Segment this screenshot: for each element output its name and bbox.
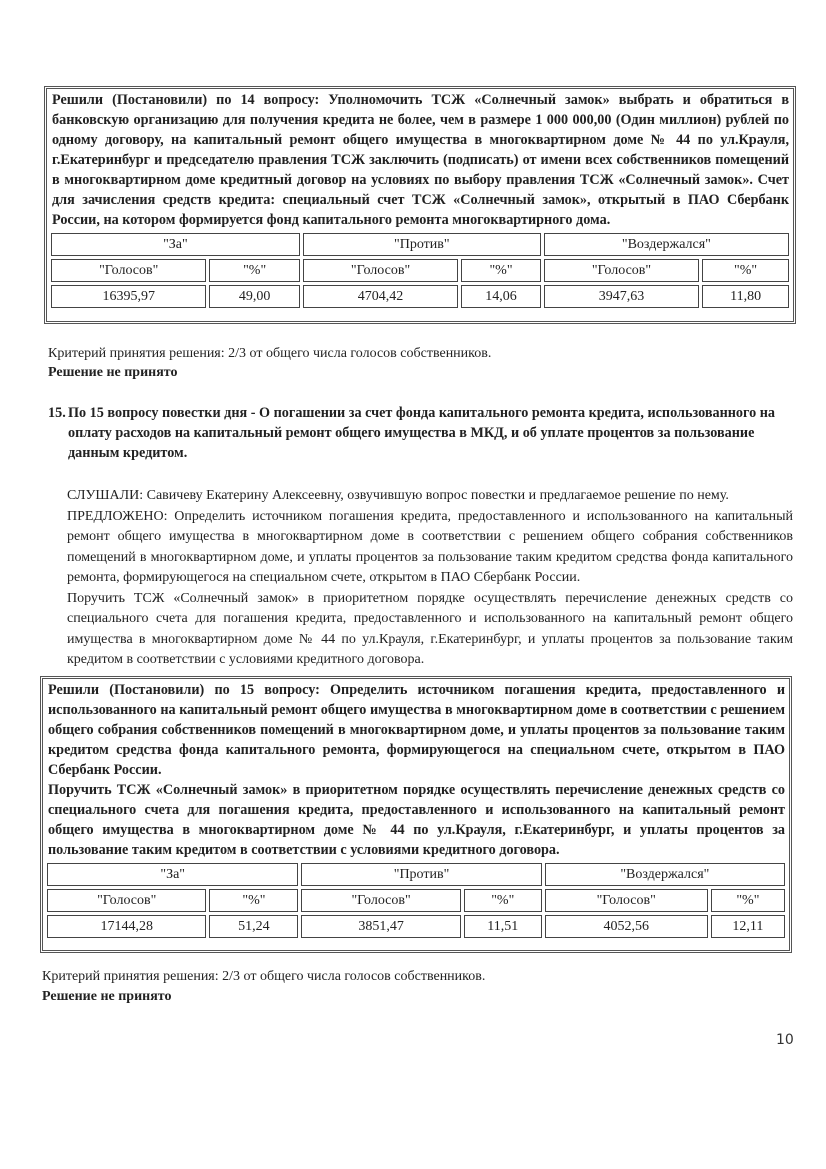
subheader-percent: "%" [711, 889, 785, 912]
heard-paragraph: СЛУШАЛИ: Савичеву Екатерину Алексеевну, озвучившую вопрос повестки и предлагаемое решение по нему. [67, 488, 729, 503]
subheader-percent: "%" [461, 259, 541, 282]
vote-values-row [47, 915, 785, 938]
decision-15-verdict: Решение не принято [42, 989, 172, 1004]
vote-table-14 [48, 230, 792, 311]
subheader-votes: "Голосов" [544, 259, 699, 282]
group-abstained: "Воздержался" [544, 233, 789, 256]
for-votes-value: 17144,28 [47, 915, 206, 938]
agenda-item-number: 15. [48, 405, 66, 421]
subheader-votes: "Голосов" [303, 259, 458, 282]
for-votes-value: 16395,97 [51, 285, 206, 308]
subheader-votes: "Голосов" [51, 259, 206, 282]
vote-groups-row [47, 863, 785, 886]
decision-14-paragraph: Решили (Постановили) по 14 вопросу: Уполномочить ТСЖ «Солнечный замок» выбрать и обратиться в банковскую организацию для получения кредита не более, чем в размере 1 000 000,00 (Один миллион) рублей по одному договору, на капитальный ремонт общего имущества в многоквартирном доме № 44 по ул.Крауля, г.Екатеринбург и председателю правления ТСЖ заключить (подписать) от имени всех собственников помещений в многоквартирном доме кредитный договор на условиях по выбору правления ТСЖ «Солнечный замок». Счет для зачисления средств кредита: специальный счет ТСЖ «Солнечный замок», открытый в ПАО Сбербанк России, на котором формируется фонд капитального ремонта многоквартирного дома. [52, 92, 789, 228]
decision-15-box [40, 676, 792, 953]
subheader-percent: "%" [209, 889, 298, 912]
for-percent-value: 51,24 [209, 915, 298, 938]
group-against: "Против" [301, 863, 541, 886]
subheader-percent: "%" [702, 259, 789, 282]
abstained-votes-value: 3947,63 [544, 285, 699, 308]
vote-subheaders-row [47, 889, 785, 912]
agenda-item-title: По 15 вопросу повестки дня - О погашении за счет фонда капитального ремонта кредита, использованного на оплату расходов на капитальный ремонт общего имущества в МКД, и об уплате процентов за пользование данным кредитом. [68, 405, 776, 461]
decision-14-box [44, 86, 796, 324]
group-for: "За" [51, 233, 300, 256]
for-percent-value: 49,00 [209, 285, 299, 308]
against-percent-value: 11,51 [464, 915, 542, 938]
abstained-percent-value: 11,80 [702, 285, 789, 308]
decision-15-criterion: Критерий принятия решения: 2/3 от общего числа голосов собственников. [42, 969, 486, 984]
page-number: 10 [776, 1032, 794, 1048]
against-votes-value: 3851,47 [301, 915, 460, 938]
agenda-item-15 [48, 403, 793, 463]
agenda-15-body [67, 486, 793, 671]
against-votes-value: 4704,42 [303, 285, 458, 308]
instruct-paragraph: Поручить ТСЖ «Солнечный замок» в приоритетном порядке осуществлять перечисление денежных средств со специального счета для погашения кредита, предоставленного и использованного на капитальный ремонт общего имущества в многоквартирном доме № 44 по ул.Крауля, г.Екатеринбург, и уплаты процентов за пользование таким кредитом в соответствии с условиями кредитного договора. [67, 590, 793, 667]
abstained-votes-value: 4052,56 [545, 915, 708, 938]
vote-subheaders-row [51, 259, 789, 282]
group-abstained: "Воздержался" [545, 863, 785, 886]
decision-15-paragraph-2: Поручить ТСЖ «Солнечный замок» в приоритетном порядке осуществлять перечисление денежных средств со специального счета для погашения кредита, предоставленного и использованного на капитальный ремонт общего имущества в многоквартирном доме № 44 по ул.Крауля, г.Екатеринбург, и уплаты процентов за пользование таким кредитом в соответствии с условиями кредитного договора. [48, 782, 785, 858]
abstained-percent-value: 12,11 [711, 915, 785, 938]
vote-groups-row [51, 233, 789, 256]
decision-15-text [44, 680, 788, 860]
subheader-votes: "Голосов" [301, 889, 460, 912]
decision-14-criterion: Критерий принятия решения: 2/3 от общего числа голосов собственников. [48, 346, 492, 361]
against-percent-value: 14,06 [461, 285, 541, 308]
vote-values-row [51, 285, 789, 308]
subheader-percent: "%" [464, 889, 542, 912]
decision-14-text [48, 90, 792, 230]
group-for: "За" [47, 863, 298, 886]
subheader-votes: "Голосов" [545, 889, 708, 912]
group-against: "Против" [303, 233, 541, 256]
vote-table-15 [44, 860, 788, 941]
subheader-votes: "Голосов" [47, 889, 206, 912]
subheader-percent: "%" [209, 259, 299, 282]
proposed-paragraph: ПРЕДЛОЖЕНО: Определить источником погашения кредита, предоставленного и использованного на капитальный ремонт общего имущества в многоквартирном доме в соответствии с решением общего собрания собственников помещений в многоквартирном доме, и уплаты процентов за пользование таким кредитом средства фонда капитального ремонта, формирующегося на специальном счете, открытом в ПАО Сбербанк России. [67, 508, 793, 585]
decision-15-paragraph-1: Решили (Постановили) по 15 вопросу: Определить источником погашения кредита, предоставленного и использованного на капитальный ремонт общего имущества в многоквартирном доме в соответствии с решением общего собрания собственников помещений в многоквартирном доме, и уплаты процентов за пользование таким кредитом средства фонда капитального ремонта, формирующегося на специальном счете, открытом в ПАО Сбербанк России. [48, 682, 785, 778]
decision-14-verdict: Решение не принято [48, 365, 178, 380]
